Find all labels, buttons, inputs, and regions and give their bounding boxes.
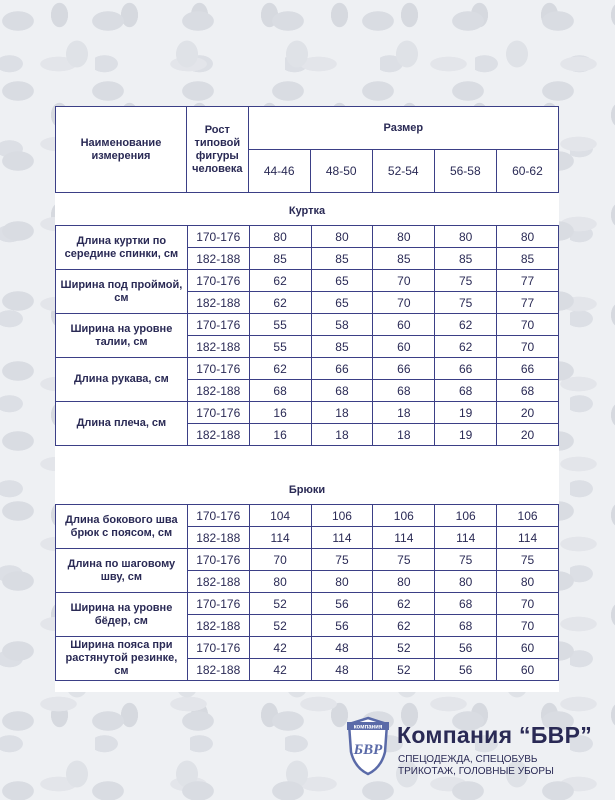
measurement-name: Ширина на уровне бёдер, см (56, 593, 188, 637)
value-cell: 80 (373, 226, 435, 248)
size-header: 52-54 (372, 150, 434, 193)
value-cell: 70 (497, 314, 559, 336)
value-cell: 70 (497, 615, 559, 637)
value-cell: 62 (373, 615, 435, 637)
value-cell: 85 (373, 248, 435, 270)
value-cell: 60 (373, 336, 435, 358)
company-logo (345, 712, 391, 778)
value-cell: 58 (311, 314, 373, 336)
value-cell: 62 (249, 292, 311, 314)
value-cell: 42 (249, 637, 311, 659)
value-cell: 66 (435, 358, 497, 380)
value-cell: 62 (249, 270, 311, 292)
table-row (56, 314, 559, 336)
value-cell: 68 (435, 593, 497, 615)
value-cell: 77 (497, 292, 559, 314)
value-cell: 80 (435, 571, 497, 593)
value-cell: 85 (249, 248, 311, 270)
height-range-cell: 170-176 (187, 358, 249, 380)
value-cell: 85 (311, 336, 373, 358)
value-cell: 66 (311, 358, 373, 380)
jacket-table (55, 225, 559, 446)
value-cell: 70 (497, 593, 559, 615)
value-cell: 60 (497, 659, 559, 681)
measurement-name: Ширина пояса при растянутой резинке, см (56, 637, 188, 681)
value-cell: 65 (311, 270, 373, 292)
company-tagline-2: ТРИКОТАЖ, ГОЛОВНЫЕ УБОРЫ (398, 766, 554, 777)
value-cell: 75 (373, 549, 435, 571)
value-cell: 68 (249, 380, 311, 402)
section-title-jacket: Куртка (288, 205, 326, 217)
value-cell: 80 (249, 226, 311, 248)
value-cell: 56 (435, 637, 497, 659)
value-cell: 80 (497, 571, 559, 593)
value-cell: 62 (249, 358, 311, 380)
height-range-cell: 182-188 (187, 615, 249, 637)
height-range-cell: 170-176 (187, 226, 249, 248)
value-cell: 55 (249, 314, 311, 336)
value-cell: 85 (311, 248, 373, 270)
value-cell: 52 (373, 637, 435, 659)
logo-letters-text: БВР (353, 742, 383, 758)
value-cell: 68 (435, 380, 497, 402)
table-row (56, 402, 559, 424)
value-cell: 80 (311, 226, 373, 248)
height-range-cell: 182-188 (187, 336, 249, 358)
value-cell: 85 (497, 248, 559, 270)
size-group-header: Размер (248, 107, 558, 150)
height-range-cell: 170-176 (187, 402, 249, 424)
measurement-name: Длина по шаговому шву, см (56, 549, 188, 593)
value-cell: 80 (249, 571, 311, 593)
table-row (56, 270, 559, 292)
size-chart-header (55, 106, 559, 193)
value-cell: 80 (435, 226, 497, 248)
value-cell: 55 (249, 336, 311, 358)
height-range-cell: 170-176 (187, 593, 249, 615)
value-cell: 114 (373, 527, 435, 549)
value-cell: 19 (435, 402, 497, 424)
table-row (56, 637, 559, 659)
size-header: 60-62 (496, 150, 558, 193)
height-range-cell: 170-176 (187, 505, 249, 527)
value-cell: 68 (497, 380, 559, 402)
measurement-name: Длина бокового шва брюк с поясом, см (56, 505, 188, 549)
value-cell: 114 (497, 527, 559, 549)
size-header: 48-50 (310, 150, 372, 193)
size-header: 44-46 (248, 150, 310, 193)
value-cell: 70 (249, 549, 311, 571)
company-footer (345, 712, 605, 787)
value-cell: 56 (311, 615, 373, 637)
measurement-name: Ширина на уровне талии, см (56, 314, 188, 358)
table-row (56, 358, 559, 380)
value-cell: 75 (435, 549, 497, 571)
table-row (56, 593, 559, 615)
value-cell: 20 (497, 402, 559, 424)
height-range-cell: 182-188 (187, 571, 249, 593)
section-title-pants: Брюки (288, 484, 326, 496)
measurement-name: Длина куртки по середине спинки, см (56, 226, 188, 270)
height-range-cell: 182-188 (187, 659, 249, 681)
height-range-cell: 182-188 (187, 527, 249, 549)
table-row (56, 226, 559, 248)
value-cell: 52 (373, 659, 435, 681)
value-cell: 52 (249, 593, 311, 615)
value-cell: 75 (497, 549, 559, 571)
height-range-cell: 182-188 (187, 248, 249, 270)
height-range-cell: 170-176 (187, 637, 249, 659)
value-cell: 114 (311, 527, 373, 549)
height-range-cell: 182-188 (187, 292, 249, 314)
value-cell: 62 (435, 314, 497, 336)
company-tagline-1: СПЕЦОДЕЖДА, СПЕЦОБУВЬ (398, 754, 538, 765)
value-cell: 42 (249, 659, 311, 681)
height-range-cell: 182-188 (187, 380, 249, 402)
value-cell: 70 (373, 292, 435, 314)
value-cell: 56 (435, 659, 497, 681)
value-cell: 68 (311, 380, 373, 402)
value-cell: 104 (249, 505, 311, 527)
value-cell: 75 (311, 549, 373, 571)
height-range-cell: 182-188 (187, 424, 249, 446)
measurement-name: Ширина под проймой, см (56, 270, 188, 314)
value-cell: 106 (373, 505, 435, 527)
value-cell: 48 (311, 637, 373, 659)
value-cell: 68 (373, 380, 435, 402)
height-range-cell: 170-176 (187, 270, 249, 292)
size-header: 56-58 (434, 150, 496, 193)
value-cell: 68 (435, 615, 497, 637)
measurement-name: Длина рукава, см (56, 358, 188, 402)
measurement-name: Длина плеча, см (56, 402, 188, 446)
height-range-cell: 170-176 (187, 314, 249, 336)
value-cell: 70 (497, 336, 559, 358)
value-cell: 62 (373, 593, 435, 615)
value-cell: 106 (311, 505, 373, 527)
value-cell: 19 (435, 424, 497, 446)
value-cell: 18 (311, 402, 373, 424)
value-cell: 114 (435, 527, 497, 549)
company-name: Компания “БВР” (397, 722, 593, 748)
value-cell: 66 (373, 358, 435, 380)
value-cell: 16 (249, 424, 311, 446)
value-cell: 66 (497, 358, 559, 380)
value-cell: 48 (311, 659, 373, 681)
table-row (56, 505, 559, 527)
value-cell: 20 (497, 424, 559, 446)
value-cell: 80 (497, 226, 559, 248)
value-cell: 75 (435, 270, 497, 292)
table-row (56, 549, 559, 571)
value-cell: 70 (373, 270, 435, 292)
size-chart-sheet (55, 106, 559, 692)
value-cell: 18 (373, 402, 435, 424)
height-range-cell: 170-176 (187, 549, 249, 571)
value-cell: 77 (497, 270, 559, 292)
measure-column-header: Наименование измерения (56, 107, 187, 193)
value-cell: 18 (373, 424, 435, 446)
value-cell: 16 (249, 402, 311, 424)
value-cell: 18 (311, 424, 373, 446)
value-cell: 106 (497, 505, 559, 527)
value-cell: 52 (249, 615, 311, 637)
value-cell: 62 (435, 336, 497, 358)
value-cell: 65 (311, 292, 373, 314)
height-column-header: Рост типовой фигуры человека (186, 107, 248, 193)
value-cell: 80 (311, 571, 373, 593)
value-cell: 60 (497, 637, 559, 659)
logo-ribbon-text: компания (353, 724, 383, 731)
value-cell: 56 (311, 593, 373, 615)
value-cell: 60 (373, 314, 435, 336)
value-cell: 106 (435, 505, 497, 527)
value-cell: 80 (373, 571, 435, 593)
pants-table (55, 504, 559, 681)
value-cell: 75 (435, 292, 497, 314)
value-cell: 85 (435, 248, 497, 270)
value-cell: 114 (249, 527, 311, 549)
